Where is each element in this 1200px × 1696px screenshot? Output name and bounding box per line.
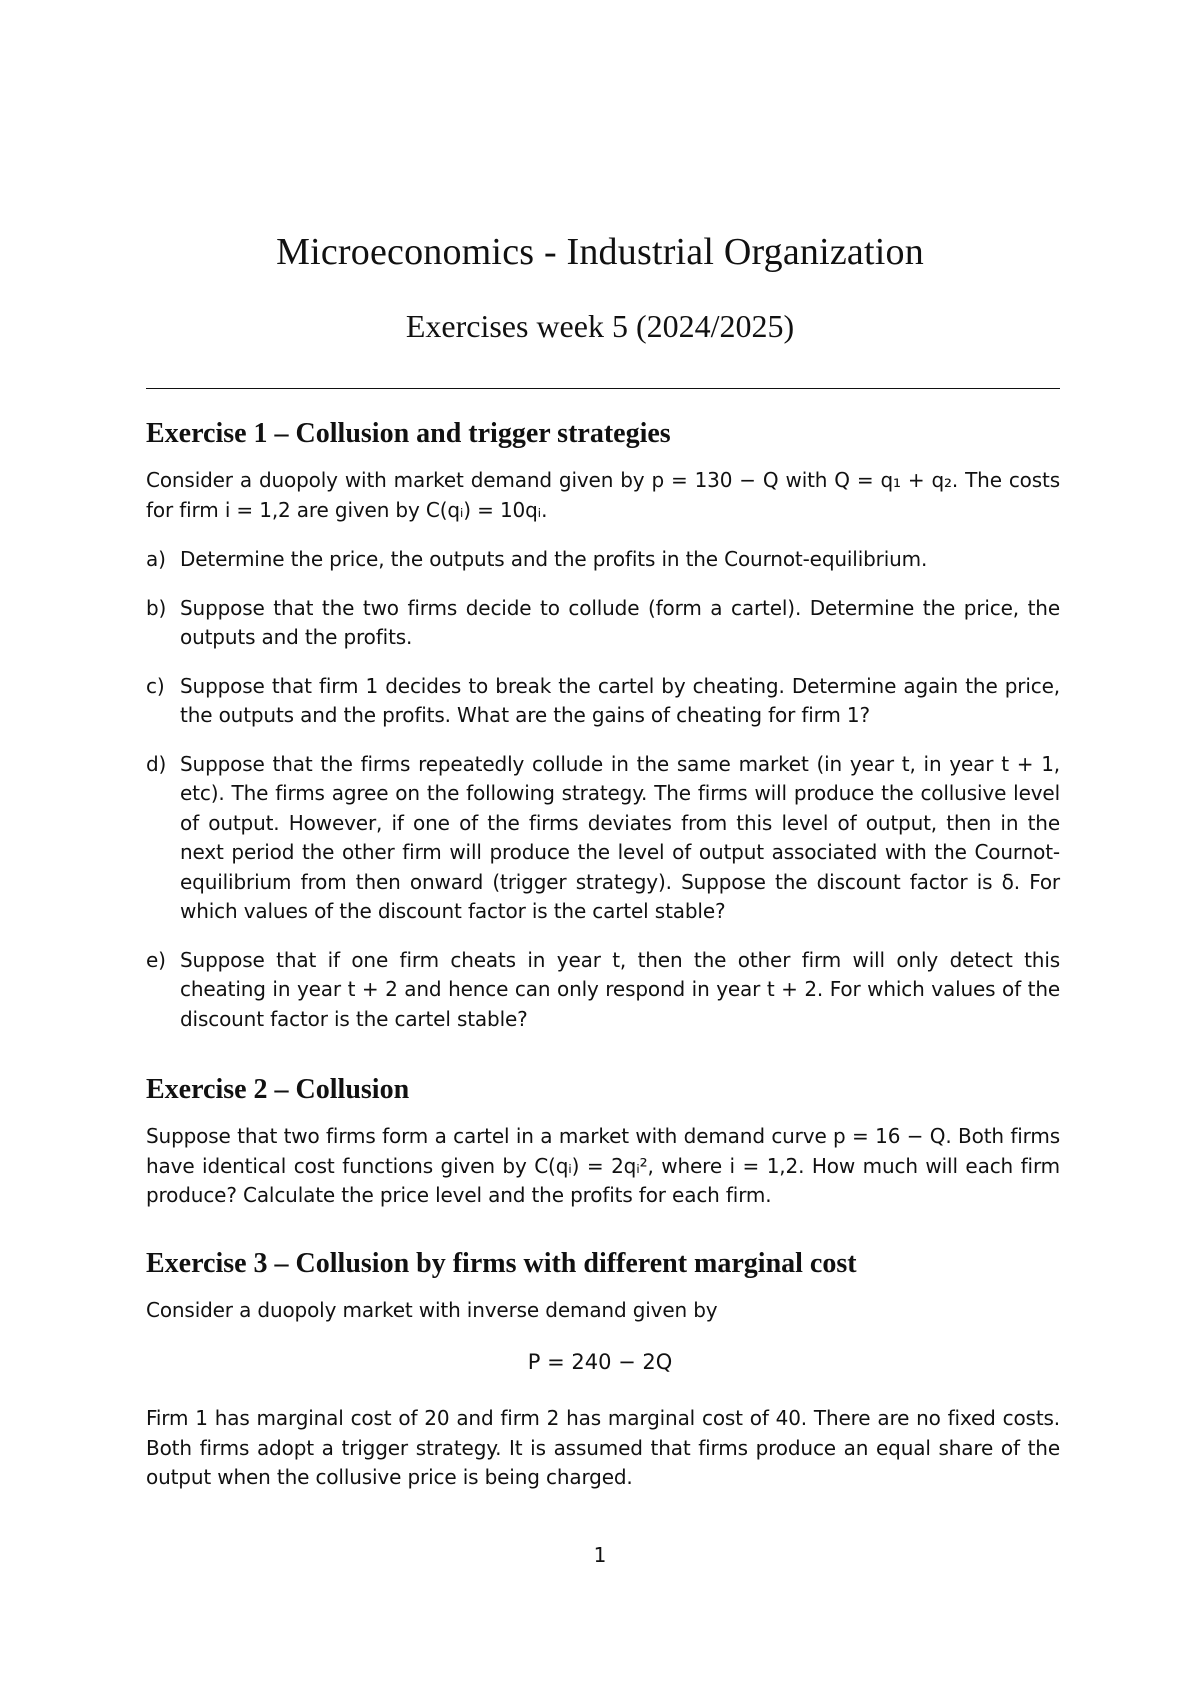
exercise-1-item-d — [146, 750, 1060, 927]
exercise-1-heading: Exercise 1 – Collusion and trigger strategies — [146, 418, 671, 449]
exercise-3-intro: Consider a duopoly market with inverse demand given by — [146, 1298, 718, 1322]
item-label: e) — [146, 947, 166, 972]
exercise-1-items — [146, 545, 1060, 1053]
exercise-2-text: Suppose that two firms form a cartel in a market with demand curve p = 16 − Q. Both firms have identical cost functions given by C(qᵢ) = 2qᵢ², where i = 1,2. How much will each firm produce? Calculate the price level and the profits for each firm. — [146, 1124, 1060, 1207]
exercise-2-heading: Exercise 2 – Collusion — [146, 1074, 410, 1105]
exercise-3-heading: Exercise 3 – Collusion by firms with different marginal cost — [146, 1248, 857, 1279]
item-text: Suppose that the firms repeatedly collude in the same market (in year t, in year t + 1, etc). The firms agree on the following strategy. The firms will produce the collusive level of output. However, if one of the firms deviates from this level of output, then in the next period the other firm will produce the level of output associated with the Cournot-equilibrium from then onward (trigger strategy). Suppose the discount factor is δ. For which values of the discount factor is the cartel stable? — [180, 751, 1060, 923]
demand-equation: P = 240 − 2Q — [527, 1350, 673, 1374]
exercise-1-intro: Consider a duopoly with market demand given by p = 130 − Q with Q = q₁ + q₂. The costs for firm i = 1,2 are given by C(qᵢ) = 10qᵢ. — [146, 468, 1060, 522]
exercise-1-item-c — [146, 672, 1060, 731]
item-text: Suppose that firm 1 decides to break the cartel by cheating. Determine again the price, the outputs and the profits. What are the gains of cheating for firm 1? — [180, 673, 1060, 727]
item-text: Suppose that if one firm cheats in year t, then the other firm will only detect this cheating in year t + 2 and hence can only respond in year t + 2. For which values of the discount factor is the cartel stable? — [180, 947, 1060, 1031]
item-text: Suppose that the two firms decide to collude (form a cartel). Determine the price, the outputs and the profits. — [180, 595, 1060, 649]
page-number: 1 — [593, 1543, 607, 1567]
exercise-3-text: Firm 1 has marginal cost of 20 and firm 2 has marginal cost of 40. There are no fixed costs. Both firms adopt a trigger strategy. It is assumed that firms produce an equal share of the output when the collusive price is being charged. — [146, 1406, 1060, 1489]
exercise-1-item-b — [146, 594, 1060, 653]
item-label: d) — [146, 751, 167, 776]
document-title: Microeconomics - Industrial Organization — [276, 231, 924, 273]
exercise-1-item-a — [146, 545, 1060, 575]
item-label: b) — [146, 595, 167, 620]
document-subtitle: Exercises week 5 (2024/2025) — [405, 308, 795, 344]
item-text: Determine the price, the outputs and the profits in the Cournot-equilibrium. — [180, 547, 928, 571]
item-label: a) — [146, 547, 166, 571]
item-label: c) — [146, 673, 165, 698]
exercise-1-item-e — [146, 946, 1060, 1035]
title-rule — [146, 388, 1060, 389]
